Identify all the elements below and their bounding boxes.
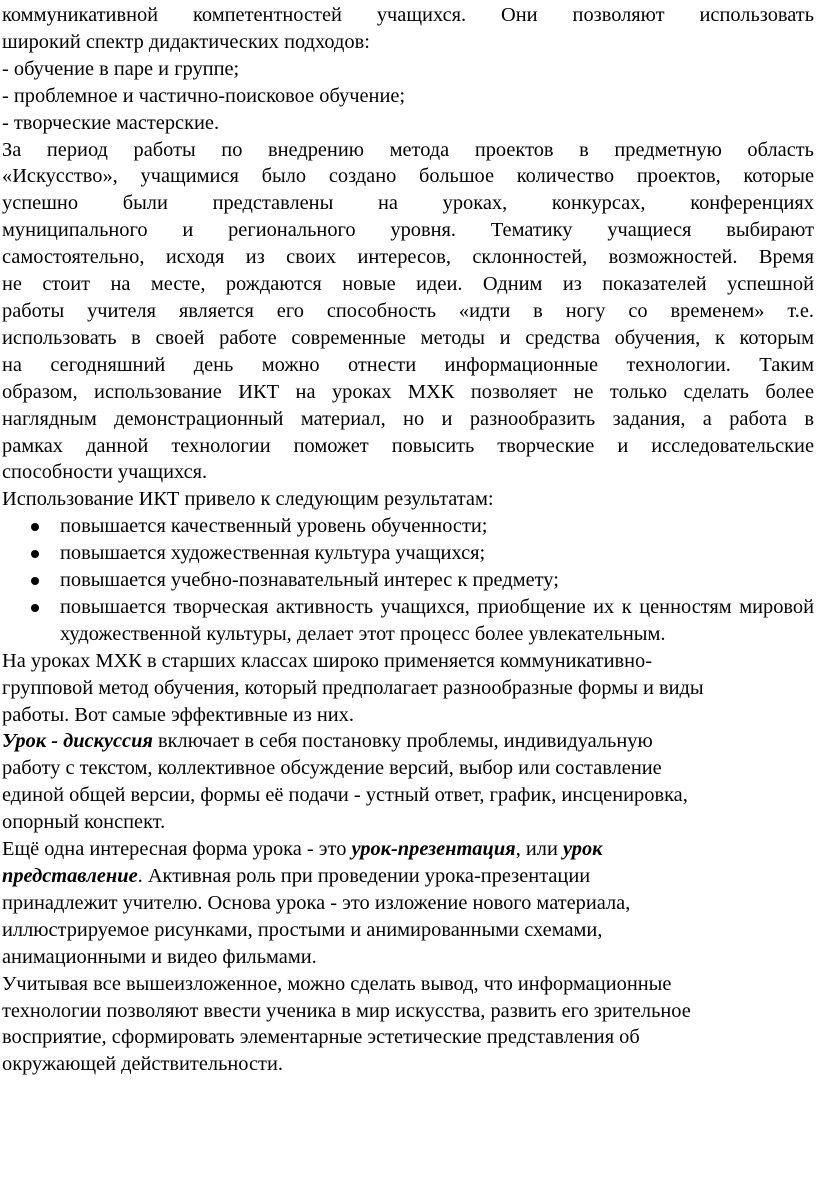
ict-heading: Использование ИКТ привело к следующим результатам:: [2, 488, 494, 511]
approach-item: - обучение в паре и группе;: [2, 57, 240, 80]
text-line: успешно были представлены на уроках, конкурсах, конференциях: [2, 192, 814, 215]
text-line: на сегодняшний день можно отнести информационные технологии. Таким: [2, 353, 814, 376]
list-item: повышается качественный уровень обученности;: [2, 513, 814, 540]
text-line: самостоятельно, исходя из своих интересов, склонностей, возможностей. Время: [2, 246, 814, 269]
text-line: опорный конспект.: [2, 811, 166, 834]
text-line: образом, использование ИКТ на уроках МХК позволяет не только сделать более: [2, 380, 814, 403]
mhk-paragraph: [2, 648, 814, 729]
text-line: способности учащихся.: [2, 461, 208, 484]
approach-item: - проблемное и частично-поисковое обучение;: [2, 84, 406, 107]
text-line: представление. Активная роль при проведении урока-презентации: [2, 865, 591, 887]
text-line: Ещё одна интересная форма урока - это урок-презентация, или урок: [2, 838, 603, 861]
text-line: Урок - дискуссия включает в себя постановку проблемы, индивидуальную: [2, 730, 653, 753]
text-line: не стоит на месте, рождаются новые идеи. Одним из показателей успешной: [2, 273, 814, 296]
text-line: анимационными и видео фильмами.: [2, 945, 317, 968]
text-line: коммуникативной компетентностей учащихся. Они позволяют использовать: [2, 4, 814, 26]
representation-term-start: урок: [562, 838, 603, 861]
document-page: [2, 2, 814, 1078]
representation-term-end: представление: [2, 865, 138, 887]
conclusion-paragraph: [2, 971, 814, 1079]
discussion-term: Урок - дискуссия: [2, 730, 153, 753]
text-line: «Искусство», учащимися было создано большое количество проектов, которые: [2, 165, 814, 188]
text-line: окружающей действительности.: [2, 1053, 283, 1076]
text-line: работы учителя является его способность «идти в ногу со временем» т.е.: [2, 299, 814, 322]
text-line: принадлежит учителю. Основа урока - это изложение нового материала,: [2, 891, 631, 914]
text-line: На уроках МХК в старших классах широко применяется коммуникативно-: [2, 649, 653, 672]
intro-paragraph: [2, 2, 814, 56]
text-line: широкий спектр дидактических подходов:: [2, 30, 370, 53]
presentation-term: урок-презентация: [351, 838, 516, 861]
text-line: технологии позволяют ввести ученика в мир искусства, развить его зрительное: [2, 999, 691, 1022]
list-item: повышается творческая активность учащихся, приобщение их к ценностям мировой художественной культуры, делает этот процесс более увлекательным.: [2, 594, 814, 648]
text-line: работу с текстом, коллективное обсуждение версий, выбор или составление: [2, 757, 662, 780]
bullet-icon: [31, 550, 39, 558]
bullet-icon: [31, 604, 39, 612]
projects-paragraph: [2, 137, 814, 487]
discussion-paragraph: [2, 728, 814, 836]
list-item: повышается учебно-познавательный интерес к предмету;: [2, 567, 814, 594]
text-line: наглядным демонстрационный материал, но и разнообразить задания, а работа в: [2, 407, 814, 430]
text-line: муниципального и регионального уровня. Тематику учащиеся выбирают: [2, 219, 814, 242]
text-line: единой общей версии, формы её подачи - устный ответ, график, инсценировка,: [2, 784, 688, 807]
approach-item: - творческие мастерские.: [2, 111, 220, 134]
presentation-paragraph: [2, 836, 814, 971]
text-line: групповой метод обучения, который предполагает разнообразные формы и виды: [2, 676, 704, 699]
text-line: Учитывая все вышеизложенное, можно сделать вывод, что информационные: [2, 972, 672, 995]
list-item: повышается художественная культура учащихся;: [2, 540, 814, 567]
text-line: За период работы по внедрению метода проектов в предметную область: [2, 138, 814, 161]
text-line: работы. Вот самые эффективные из них.: [2, 703, 355, 726]
text-line: использовать в своей работе современные методы и средства обучения, к которым: [2, 326, 814, 349]
text-line: восприятие, сформировать элементарные эстетические представления об: [2, 1026, 640, 1049]
text-line: рамках данной технологии поможет повысить творческие и исследовательские: [2, 434, 814, 457]
text-line: иллюстрируемое рисунками, простыми и анимированными схемами,: [2, 918, 603, 941]
bullet-icon: [31, 523, 39, 531]
bullet-icon: [31, 577, 39, 585]
ict-results-list: [2, 513, 814, 648]
